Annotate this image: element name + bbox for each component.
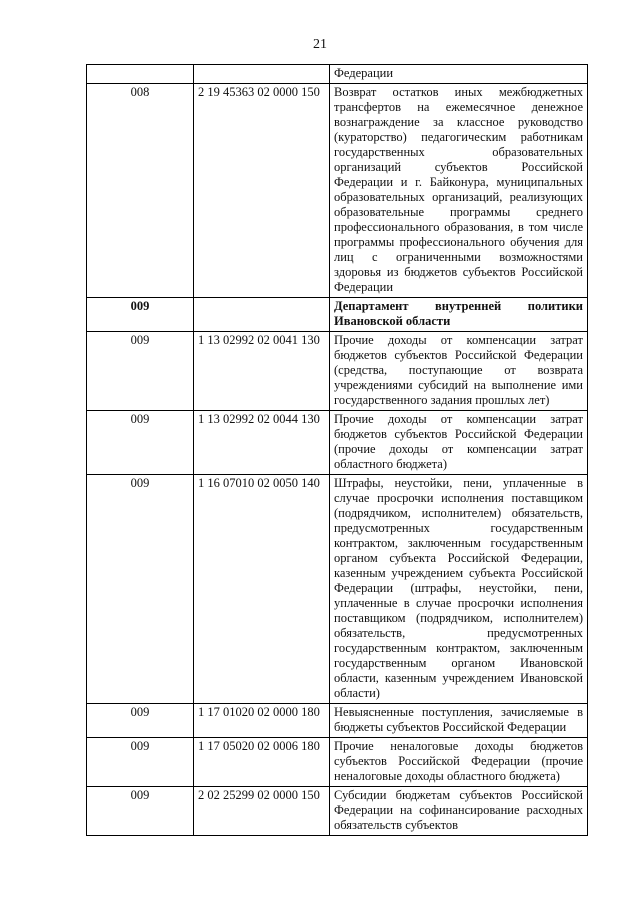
budget-codes-table xyxy=(86,64,588,836)
table-row xyxy=(87,411,588,475)
income-name-cell: Прочие доходы от компенсации затрат бюджетов субъектов Российской Федерации (прочие доходы от компенсации затрат областного бюджета) xyxy=(330,411,588,475)
admin-code-cell xyxy=(87,65,194,84)
table-row xyxy=(87,332,588,411)
income-name-cell: Субсидии бюджетам субъектов Российской Федерации на софинансирование расходных обязательств субъектов xyxy=(330,787,588,836)
table-row-section-heading xyxy=(87,298,588,332)
admin-code-cell: 009 xyxy=(87,787,194,836)
table-row xyxy=(87,475,588,704)
income-name-cell: Федерации xyxy=(330,65,588,84)
admin-code-cell: 008 xyxy=(87,84,194,298)
income-code-cell: 1 16 07010 02 0050 140 xyxy=(194,475,330,704)
table-row xyxy=(87,704,588,738)
admin-code-cell: 009 xyxy=(87,704,194,738)
page-number: 21 xyxy=(313,37,327,52)
table-row xyxy=(87,65,588,84)
income-code-cell: 1 17 05020 02 0006 180 xyxy=(194,738,330,787)
income-name-cell: Штрафы, неустойки, пени, уплаченные в случае просрочки исполнения поставщиком (подрядчиком, исполнителем) обязательств, предусмотренных государственным контрактом, заключенным государственным органом субъекта Российской Федерации, казенным учреждением субъекта Российской Федерации (штрафы, неустойки, пени, уплаченные в случае просрочки исполнения поставщиком (подрядчиком, исполнителем) обязательств, предусмотренных государственным контрактом, заключенным государственным органом Ивановской области, казенным учреждением Ивановской области) xyxy=(330,475,588,704)
income-code-cell: 1 13 02992 02 0044 130 xyxy=(194,411,330,475)
table-row xyxy=(87,787,588,836)
table-row xyxy=(87,84,588,298)
income-name-cell: Прочие доходы от компенсации затрат бюджетов субъектов Российской Федерации (средства, поступающие от возврата учреждениями субсидий на выполнение ими государственного задания прошлых лет) xyxy=(330,332,588,411)
table-row xyxy=(87,738,588,787)
admin-code-cell: 009 xyxy=(87,298,194,332)
income-code-cell: 1 13 02992 02 0041 130 xyxy=(194,332,330,411)
income-name-cell: Невыясненные поступления, зачисляемые в бюджеты субъектов Российской Федерации xyxy=(330,704,588,738)
income-code-cell: 2 02 25299 02 0000 150 xyxy=(194,787,330,836)
income-code-cell: 1 17 01020 02 0000 180 xyxy=(194,704,330,738)
income-name-cell: Прочие неналоговые доходы бюджетов субъектов Российской Федерации (прочие неналоговые доходы областного бюджета) xyxy=(330,738,588,787)
income-code-cell xyxy=(194,65,330,84)
admin-code-cell: 009 xyxy=(87,332,194,411)
income-code-cell xyxy=(194,298,330,332)
admin-code-cell: 009 xyxy=(87,475,194,704)
income-name-cell: Возврат остатков иных межбюджетных трансфертов на ежемесячное денежное вознаграждение за классное руководство (кураторство) педагогическим работникам государственных образовательных организаций субъектов Российской Федерации и г. Байконура, муниципальных образовательных организаций, реализующих образовательные программы среднего профессионального образования, в том числе программы профессионального обучения для лиц с ограниченными возможностями здоровья из бюджетов субъектов Российской Федерации xyxy=(330,84,588,298)
income-code-cell: 2 19 45363 02 0000 150 xyxy=(194,84,330,298)
admin-code-cell: 009 xyxy=(87,411,194,475)
admin-code-cell: 009 xyxy=(87,738,194,787)
department-name-cell: Департамент внутренней политики Ивановской области xyxy=(330,298,588,332)
